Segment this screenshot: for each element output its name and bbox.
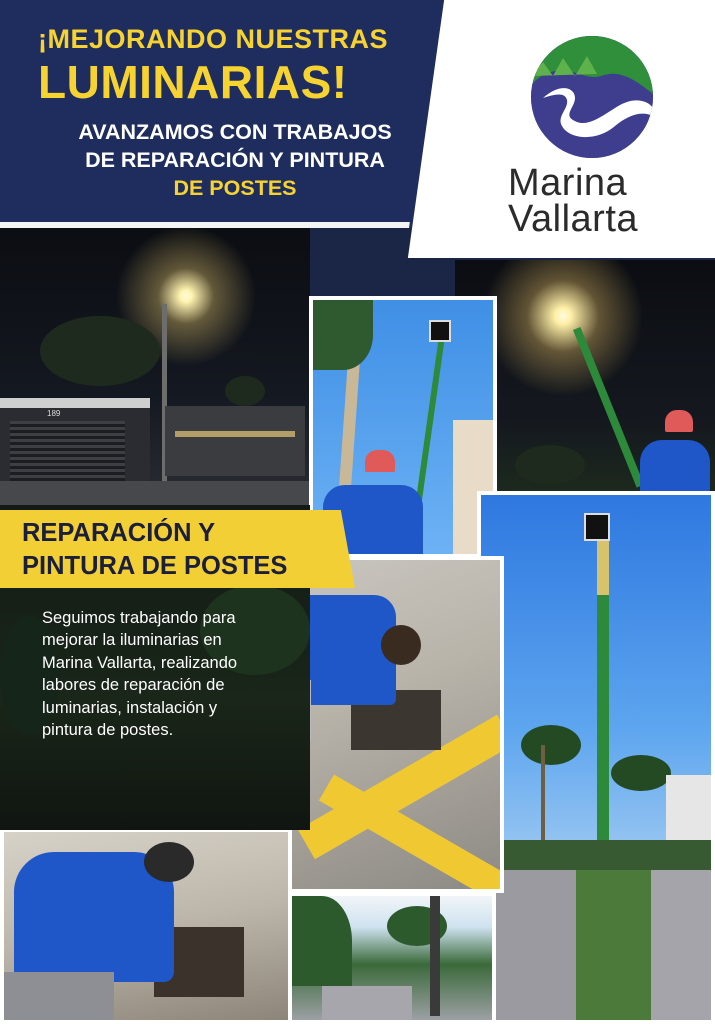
logo-wordmark-vallarta: Vallarta: [508, 198, 639, 240]
banner-line1: REPARACIÓN Y: [22, 519, 216, 547]
marina-vallarta-logo-icon: [531, 36, 653, 158]
body-paragraph: Seguimos trabajando para mejorar la iluminarias en Marina Vallarta, realizando labores de reparación de luminarias, instalación y pintura de postes.: [42, 609, 238, 740]
subheadline-line2: DE REPARACIÓN Y PINTURA: [85, 148, 385, 172]
headline-line1: ¡MEJORANDO NUESTRAS: [38, 24, 389, 54]
photo-night-streetlight: [0, 226, 310, 506]
house-number: 189: [47, 409, 61, 418]
photo-worker-kneeling: [0, 828, 292, 1024]
banner-line2: PINTURA DE POSTES: [22, 552, 288, 580]
subheadline: [40, 118, 430, 202]
photo-street-view: [288, 892, 496, 1024]
subheadline-line3: DE POSTES: [173, 176, 297, 200]
logo-wordmark-marina: Marina: [508, 162, 628, 204]
headline-line2: LUMINARIAS!: [38, 56, 348, 108]
banner-title: [22, 517, 287, 583]
subheadline-line1: AVANZAMOS CON TRABAJOS: [78, 120, 392, 144]
photo-painted-pole: [477, 491, 715, 1024]
